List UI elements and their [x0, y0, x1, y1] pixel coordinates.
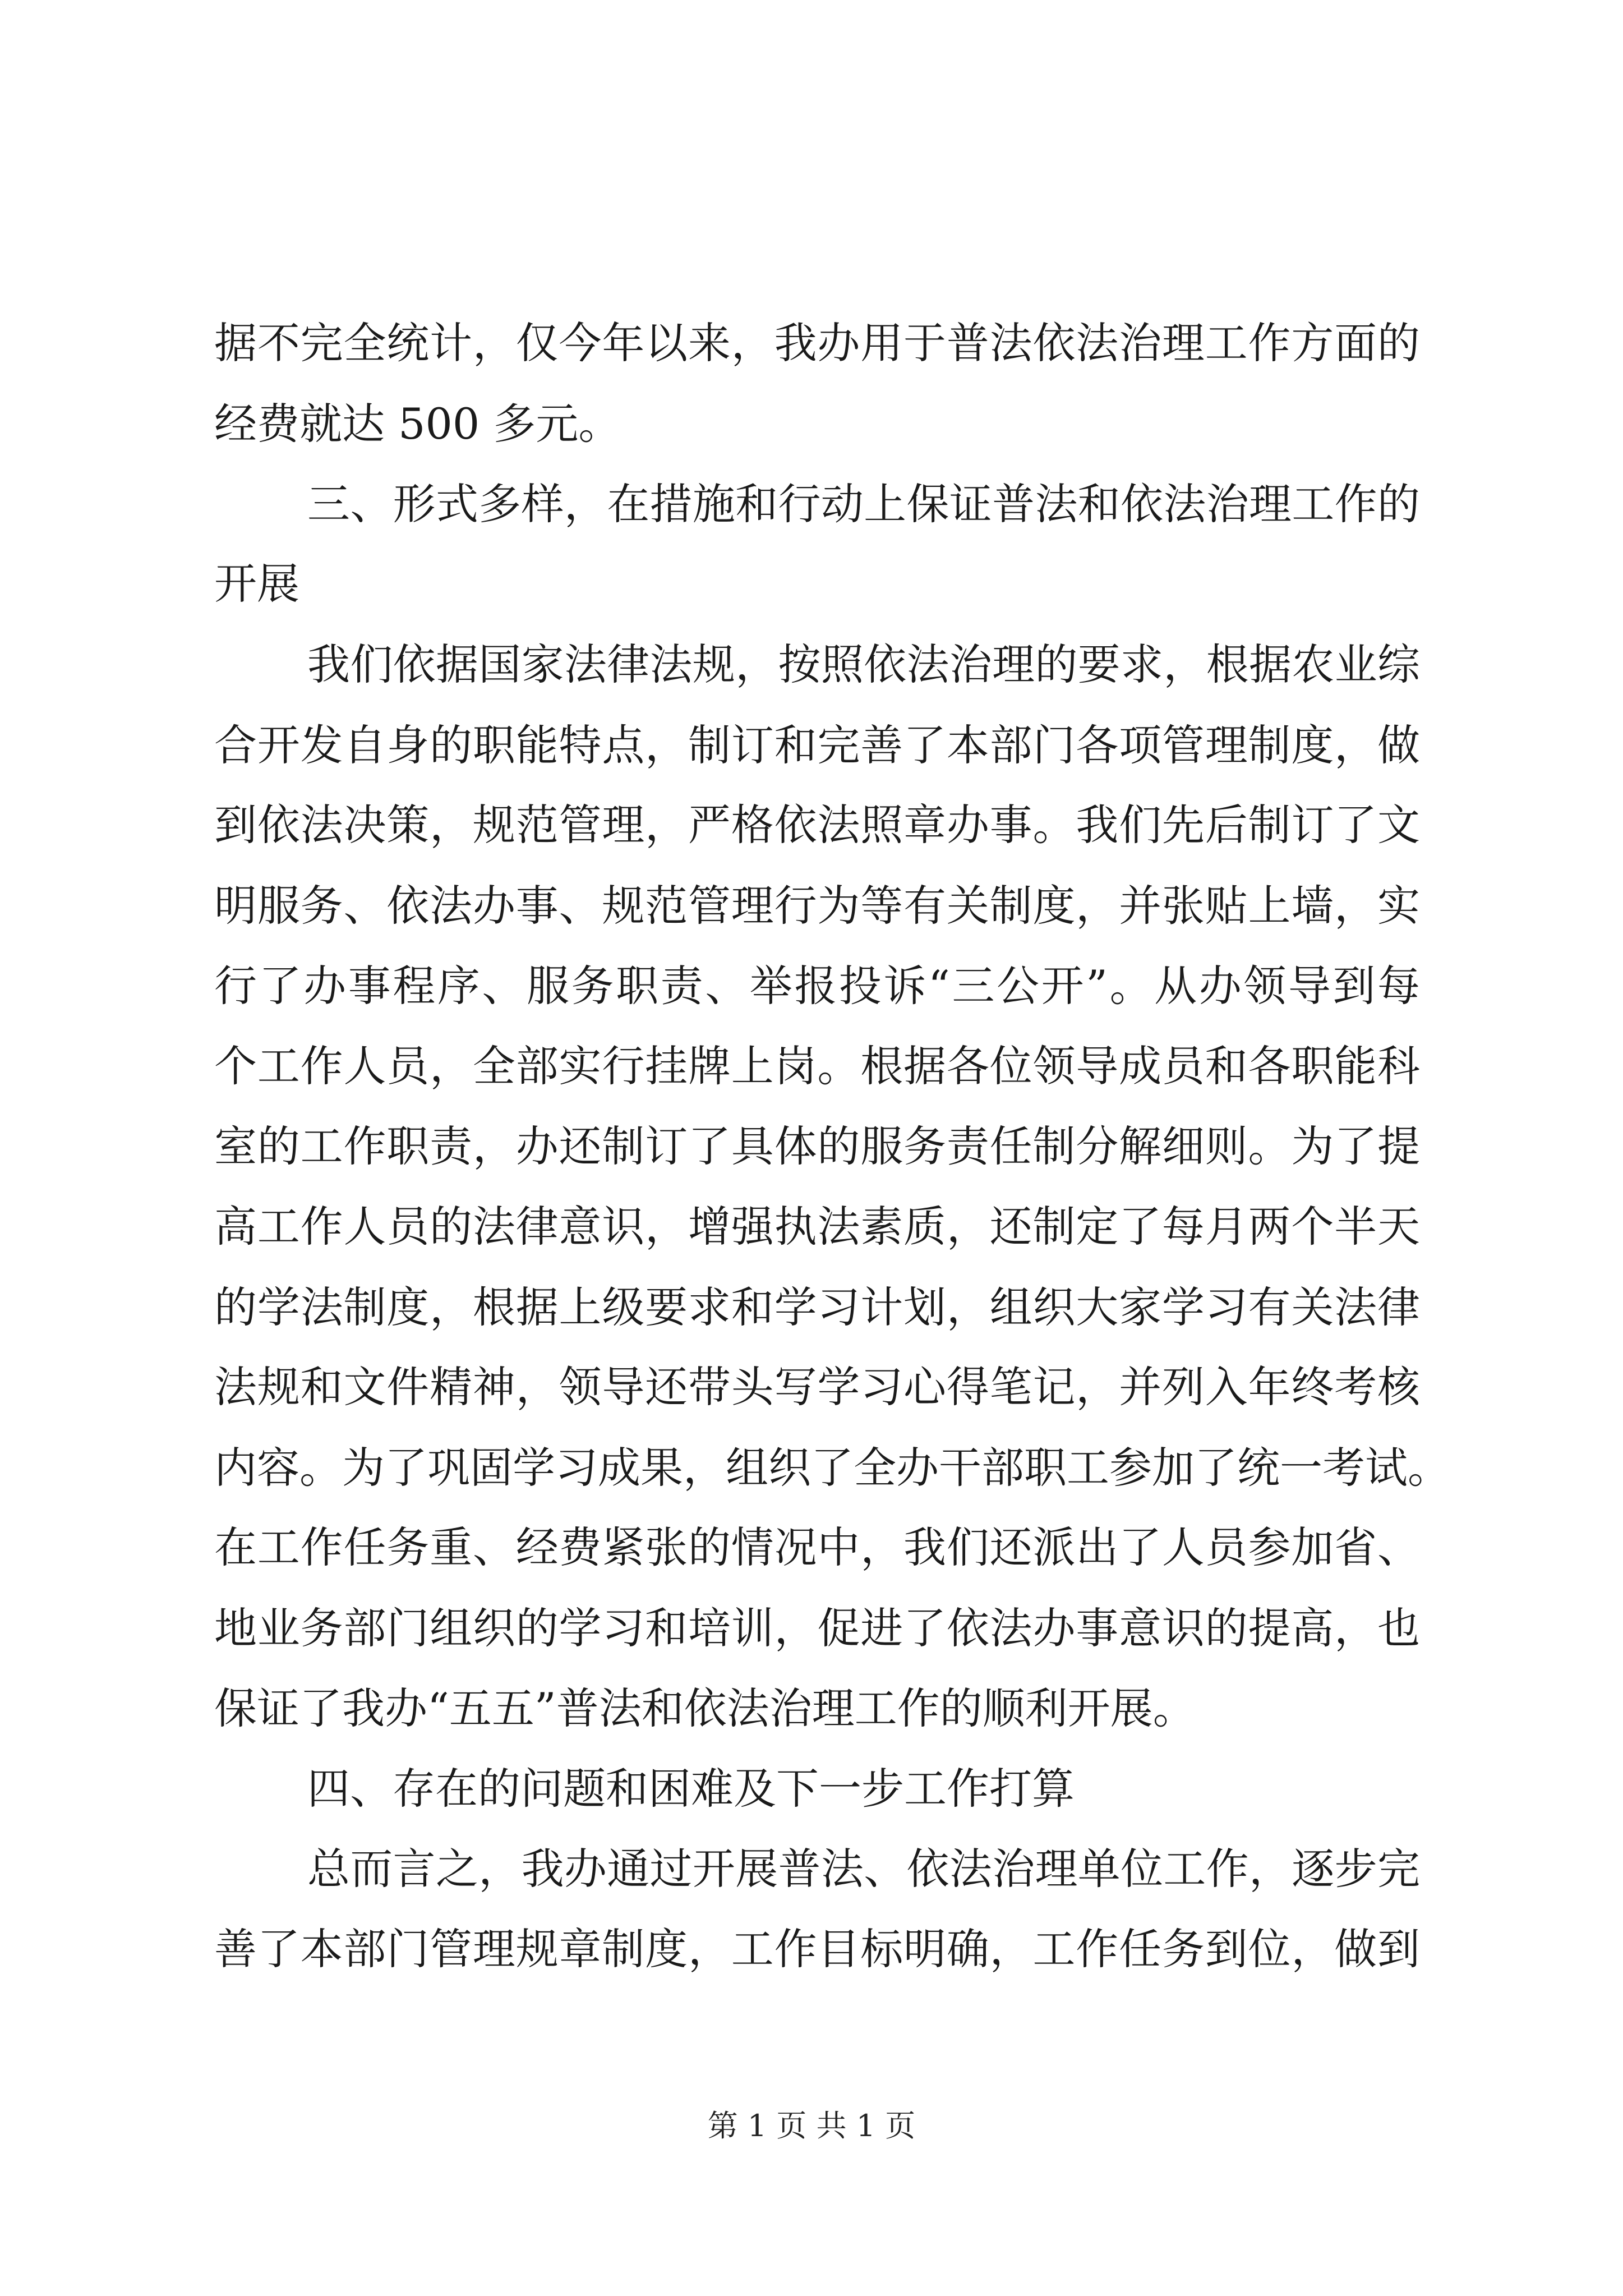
body-text-line: 合开发自身的职能特点，制订和完善了本部门各项管理制度，做 [214, 720, 1420, 770]
body-text-line: 总而言之，我办通过开展普法、依法治理单位工作，逐步完 [307, 1844, 1420, 1894]
body-text-line: 内容。为了巩固学习成果，组织了全办干部职工参加了统一考试。 [214, 1443, 1450, 1493]
body-text-line: 行了办事程序、服务职责、举报投诉“三公开”。从办领导到每 [214, 961, 1420, 1011]
body-text-line: 室的工作职责，办还制订了具体的服务责任制分解细则。为了提 [214, 1121, 1420, 1171]
body-text-line: 的学法制度，根据上级要求和学习计划，组织大家学习有关法律 [214, 1282, 1420, 1332]
body-text-line: 据不完全统计，仅今年以来，我办用于普法依法治理工作方面的 [214, 318, 1420, 368]
body-text-line: 明服务、依法办事、规范管理行为等有关制度，并张贴上墙，实 [214, 881, 1420, 931]
section-heading-line: 四、存在的问题和困难及下一步工作打算 [307, 1764, 1075, 1814]
body-text-line: 法规和文件精神，领导还带头写学习心得笔记，并列入年终考核 [214, 1362, 1420, 1412]
body-text-line: 在工作任务重、经费紧张的情况中，我们还派出了人员参加省、 [214, 1522, 1420, 1572]
body-text-line: 经费就达 500 多元。 [214, 399, 621, 449]
body-text-line: 个工作人员，全部实行挂牌上岗。根据各位领导成员和各职能科 [214, 1041, 1420, 1091]
body-text-line: 地业务部门组织的学习和培训，促进了依法办事意识的提高，也 [214, 1603, 1420, 1653]
page-footer: 第 1 页 共 1 页 [707, 2108, 916, 2143]
body-text-line: 高工作人员的法律意识，增强执法素质，还制定了每月两个半天 [214, 1202, 1420, 1251]
body-text-line: 到依法决策，规范管理，严格依法照章办事。我们先后制订了文 [214, 800, 1420, 850]
section-heading-line: 开展 [214, 559, 299, 609]
section-heading-line: 三、形式多样，在措施和行动上保证普法和依法治理工作的 [307, 479, 1420, 529]
body-text-line: 我们依据国家法律法规，按照依法治理的要求，根据农业综 [307, 639, 1420, 689]
body-text-line: 善了本部门管理规章制度，工作目标明确，工作任务到位，做到 [214, 1924, 1420, 1974]
body-text-line: 保证了我办“五五”普法和依法治理工作的顺利开展。 [214, 1683, 1196, 1733]
